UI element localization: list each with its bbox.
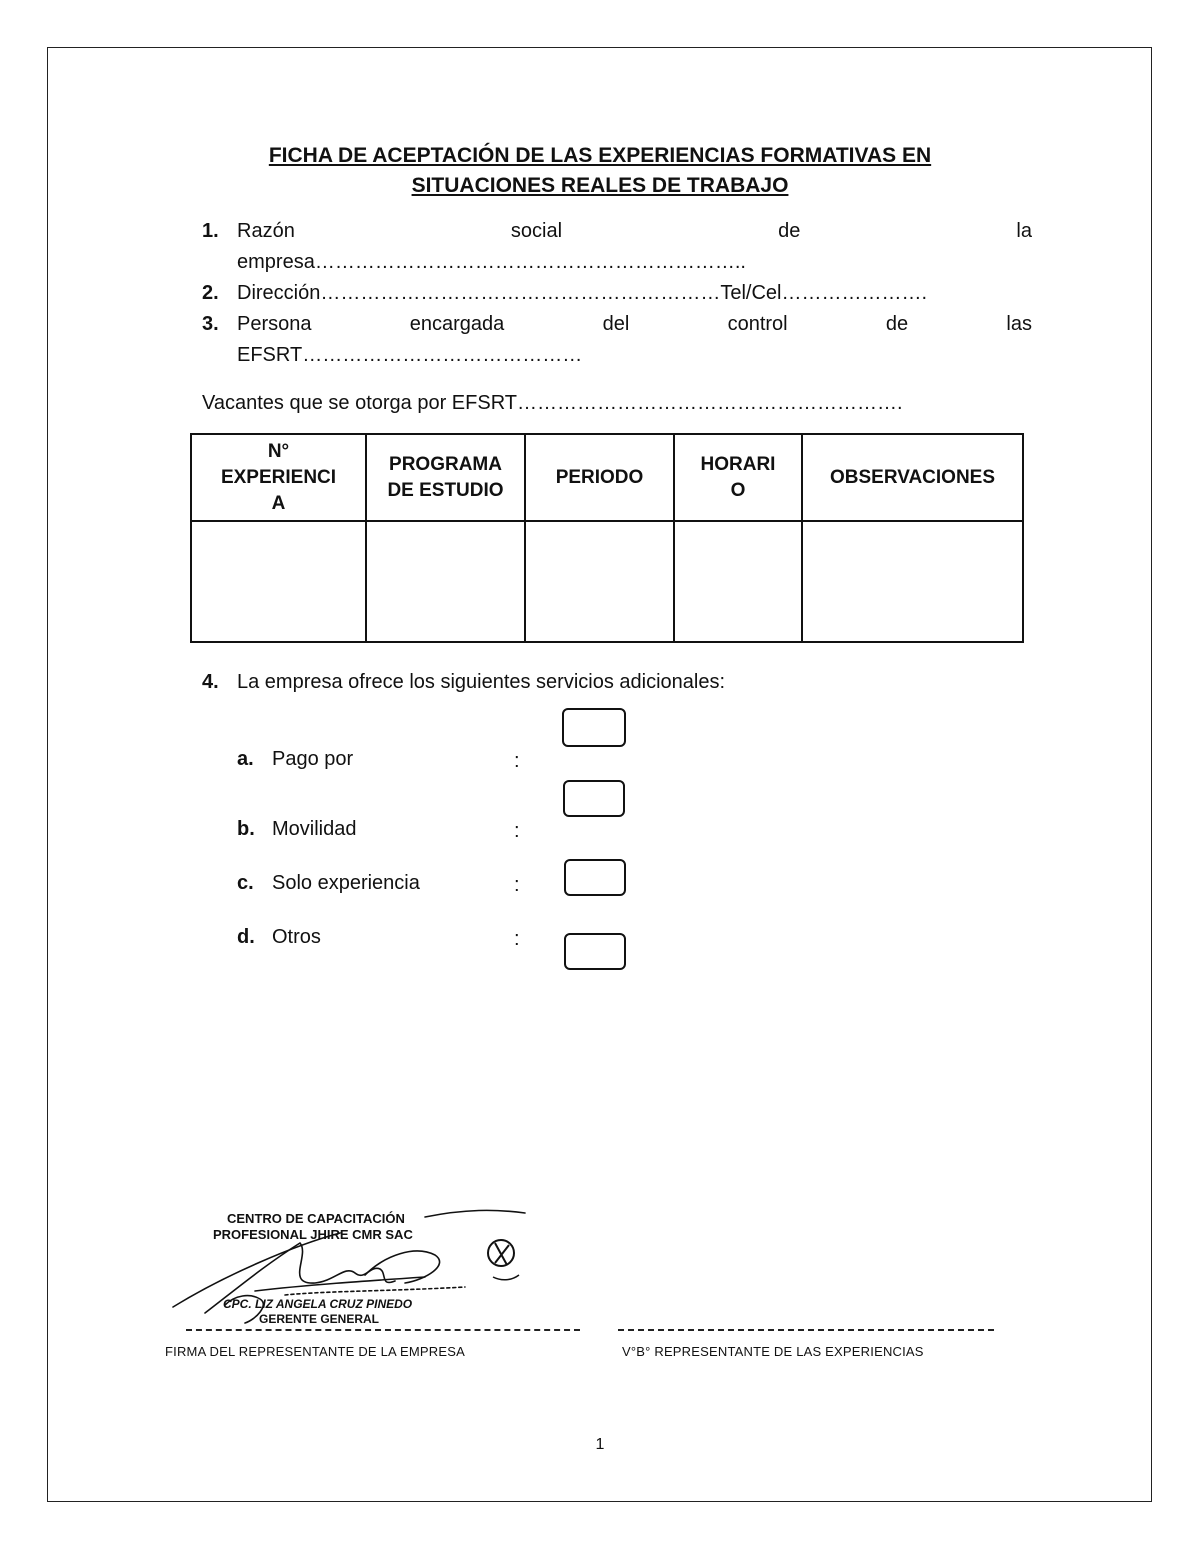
item-1-word: social	[510, 220, 563, 242]
option-d-checkbox[interactable]	[564, 933, 626, 970]
option-b-checkbox[interactable]	[563, 780, 625, 817]
item-1-empresa-field[interactable]: empresa………………………………………………………..	[237, 251, 746, 273]
item-3-word: del	[602, 313, 630, 335]
header-observaciones	[802, 434, 1023, 521]
header-periodo	[525, 434, 674, 521]
header-line: HORARI	[700, 453, 776, 475]
option-a-checkbox[interactable]	[562, 708, 626, 747]
item-1-razon-line	[237, 218, 1032, 244]
page-number: 1	[595, 1436, 605, 1453]
option-a-letter: a.	[237, 748, 254, 770]
header-n-experiencia	[191, 434, 366, 521]
table-header-row	[191, 434, 1023, 521]
header-line: O	[730, 479, 746, 501]
header-line: DE ESTUDIO	[387, 479, 504, 501]
vacantes-field[interactable]: Vacantes que se otorga por EFSRT………………………………………………….	[202, 392, 903, 414]
item-1-word: Razón	[237, 220, 295, 242]
item-3-word: de	[885, 313, 909, 335]
option-b-label: Movilidad	[272, 818, 357, 840]
stamp-line-1: CENTRO DE CAPACITACIÓN	[227, 1211, 405, 1226]
header-line: PROGRAMA	[389, 453, 502, 475]
company-stamp-signature	[165, 1195, 560, 1335]
item-3-word: encargada	[409, 313, 505, 335]
option-b-letter: b.	[237, 818, 255, 840]
item-1-number: 1.	[202, 220, 219, 242]
item-1-word: de	[778, 220, 801, 242]
right-signature-line	[618, 1329, 994, 1331]
header-line: A	[271, 492, 286, 514]
header-programa-estudio	[366, 434, 525, 521]
stamp-line-4: GERENTE GENERAL	[259, 1312, 380, 1326]
option-c-letter: c.	[237, 872, 254, 894]
item-3-word: las	[1006, 313, 1032, 335]
document-title-line-2: SITUACIONES REALES DE TRABAJO	[411, 174, 789, 197]
table-cell-periodo[interactable]	[525, 521, 674, 642]
header-line: PERIODO	[555, 466, 644, 488]
item-2-direccion-field[interactable]: Dirección……………………………………………………Tel/Cel………………….	[237, 282, 928, 304]
option-c-label: Solo experiencia	[272, 872, 420, 894]
option-d-colon: :	[514, 928, 520, 950]
left-signature-label: FIRMA DEL REPRESENTANTE DE LA EMPRESA	[165, 1344, 465, 1359]
stamp-line-3: CPC. LIZ ANGELA CRUZ PINEDO	[223, 1297, 413, 1311]
header-line: OBSERVACIONES	[829, 466, 996, 488]
item-3-number: 3.	[202, 313, 219, 335]
option-a-colon: :	[514, 750, 520, 772]
option-c-checkbox[interactable]	[564, 859, 626, 896]
header-line: N°	[267, 440, 290, 462]
item-3-efsrt-field[interactable]: EFSRT……………………………………	[237, 344, 583, 366]
document-title-line-1: FICHA DE ACEPTACIÓN DE LAS EXPERIENCIAS FORMATIVAS EN	[268, 144, 932, 167]
experiencias-table	[190, 433, 1024, 643]
item-4-text: La empresa ofrece los siguientes servicios adicionales:	[237, 671, 726, 693]
seal-icon	[488, 1240, 519, 1280]
option-d-label: Otros	[272, 926, 321, 948]
item-1-word: la	[1016, 220, 1032, 242]
item-3-word: control	[727, 313, 788, 335]
item-3-word: Persona	[237, 313, 312, 335]
item-4-number: 4.	[202, 671, 219, 693]
table-cell-programa[interactable]	[366, 521, 525, 642]
option-a-label: Pago por	[272, 748, 354, 770]
option-b-colon: :	[514, 820, 520, 842]
option-d-letter: d.	[237, 926, 255, 948]
table-cell-observaciones[interactable]	[802, 521, 1023, 642]
table-cell-horario[interactable]	[674, 521, 802, 642]
item-3-persona-line	[237, 311, 1032, 337]
table-cell-experiencia[interactable]	[191, 521, 366, 642]
stamp-line-2: PROFESIONAL JHIRE CMR SAC	[213, 1227, 413, 1242]
table-row	[191, 521, 1023, 642]
right-signature-label: V°B° REPRESENTANTE DE LAS EXPERIENCIAS	[622, 1344, 924, 1359]
left-signature-line	[186, 1329, 580, 1331]
header-line: EXPERIENCI	[220, 466, 337, 488]
option-c-colon: :	[514, 874, 520, 896]
item-2-number: 2.	[202, 282, 219, 304]
header-horario	[674, 434, 802, 521]
